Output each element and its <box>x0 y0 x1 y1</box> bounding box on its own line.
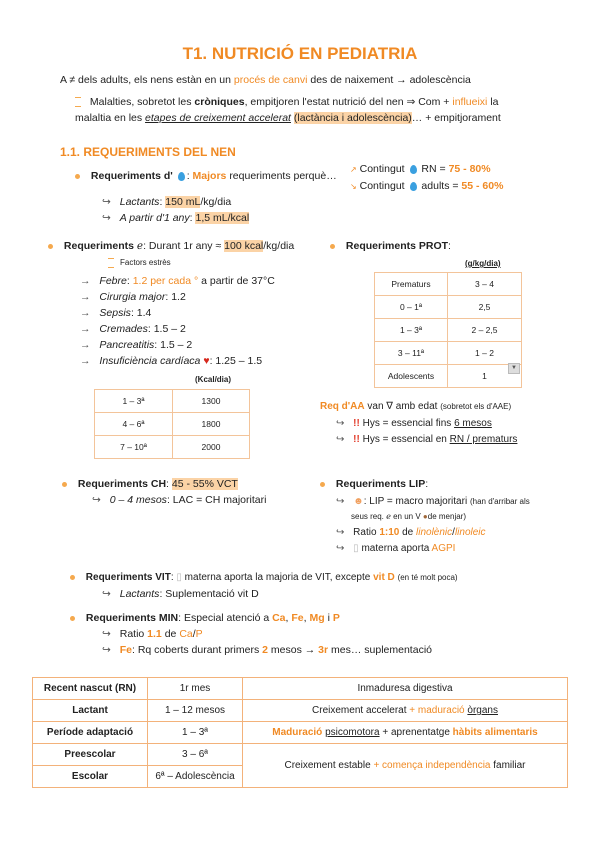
lip2-c: de <box>402 527 414 538</box>
table-row <box>375 296 522 319</box>
chronic-a: Malalties, sobretot les <box>89 96 192 108</box>
hys1-c: 6 mesos <box>454 418 492 429</box>
prot-caption: (g/kg/dia) <box>465 259 501 268</box>
sub-arrow-icon: ↪ <box>102 588 111 600</box>
factor-2-name: Sepsis <box>99 307 131 319</box>
table-row <box>375 319 522 342</box>
min-i: i <box>327 612 330 624</box>
arrow-icon: → <box>80 307 91 319</box>
desc4-b: + comença <box>373 760 423 771</box>
aa-line <box>320 401 511 412</box>
desc3-c: + aprenentatge <box>382 727 450 738</box>
lip2-b: 1:10 <box>379 527 400 538</box>
min-mg: Mg <box>309 612 325 624</box>
energy-sym: ℯ <box>136 240 144 252</box>
factor-4-v1: : 1.5 – 2 <box>154 339 193 351</box>
energy-a: : Durant 1r any ≈ <box>143 240 222 252</box>
sub-arrow-icon: ↪ <box>102 628 111 640</box>
cont2-a: Contingut <box>359 180 405 192</box>
heart-icon: ♥ <box>203 355 210 367</box>
table-cell: 2000 <box>173 436 250 459</box>
energy-label: Requeriments <box>63 240 134 252</box>
hys1-a: !! <box>353 418 360 429</box>
lip1-a: : LIP = macro majoritari <box>363 496 468 507</box>
sub-arrow-icon: ↪ <box>336 418 345 429</box>
min-fe-b: : Rq coberts durant primers <box>132 644 260 656</box>
arrow-icon: → <box>80 275 91 287</box>
arrow-icon: → <box>80 323 91 335</box>
page-title: T1. NUTRICIÓ EN PEDIATRIA <box>182 44 418 63</box>
factor-2-v1: : 1.4 <box>130 307 152 319</box>
stages-table <box>32 677 568 788</box>
min-fe-c: 2 <box>262 644 268 656</box>
ch-colon: : <box>166 478 169 490</box>
energy-sym-icon: ℯ <box>386 512 391 521</box>
hys2-a: !! <box>353 434 360 445</box>
min-ratio <box>102 628 203 640</box>
hys-1 <box>336 418 492 429</box>
min-label: Requeriments MIN <box>85 612 179 624</box>
min-fe-e: 3r <box>318 644 329 656</box>
cont1-b: RN = <box>421 163 446 175</box>
apartir-b: : <box>189 212 196 224</box>
table-row <box>33 700 568 722</box>
vit-d: (en té molt poca) <box>397 573 458 582</box>
water-majors: Majors <box>192 170 227 182</box>
hourglass-icon <box>75 97 81 107</box>
table-cell: 3 – 11ª <box>375 342 448 365</box>
water-drop-icon <box>410 182 417 191</box>
table-cell: 4 – 6ª <box>95 413 173 436</box>
min-p: P <box>332 612 340 624</box>
lip-line-1 <box>336 496 530 507</box>
water-apartir <box>102 212 249 224</box>
ch-label: Requeriments CH <box>77 478 167 490</box>
desc4-d: familiar <box>493 760 526 771</box>
lip2-e: / <box>452 527 455 538</box>
table-cell: Preescolar <box>33 744 148 766</box>
aa-c: (sobretot els d'AAE) <box>440 402 512 411</box>
factor-3 <box>80 323 186 335</box>
factor-0-v1: 1.2 per cada ° <box>132 275 199 287</box>
desc2-a: Creixement accelerat <box>312 705 407 716</box>
factor-5-name: Insuficiència cardíaca <box>99 355 201 367</box>
water-label: Requeriments d' <box>90 170 173 182</box>
water-drop-icon <box>178 172 185 181</box>
sub-arrow-icon: ↪ <box>102 212 111 224</box>
table-cell: Adolescents <box>375 365 448 388</box>
table-cell: 1r mes <box>148 678 243 700</box>
prot-colon: : <box>448 240 451 252</box>
table-cell: 1 – 2 <box>448 342 522 365</box>
table-row <box>33 722 568 744</box>
chronic-b: cròniques <box>194 96 245 108</box>
energy-b: 100 kcal <box>224 240 264 252</box>
min-r-b: 1.1 <box>147 628 162 640</box>
factor-1-v1: : 1.2 <box>165 291 186 303</box>
lip-colon: : <box>425 478 429 490</box>
bullet-icon <box>48 244 53 249</box>
chronic-d: influeixi <box>452 96 488 108</box>
prot-label: Requeriments PROT <box>345 240 449 252</box>
ch-value: 45 - 55% VCT <box>171 478 238 490</box>
table-cell <box>243 744 568 788</box>
prot-last-value: 1 <box>482 371 487 381</box>
lact-d: /kg/dia <box>200 196 232 208</box>
desc2-c: òrgans <box>467 705 498 716</box>
vit-sub-b: : Suplementació vit D <box>159 588 259 600</box>
lip1-d: en un V <box>393 512 421 521</box>
lact-c: 150 mL <box>165 196 201 208</box>
lip2-f: linoleic <box>454 527 486 538</box>
chronic-h: (lactància i adolescència) <box>293 112 412 124</box>
factor-3-v1: : 1.5 – 2 <box>147 323 186 335</box>
bottle-icon: ▯ <box>353 543 359 554</box>
desc3-d: hàbits alimentaris <box>452 727 538 738</box>
min-r-c: de <box>164 628 177 640</box>
min-r-e: / <box>192 628 196 640</box>
factor-0-v2: a partir de 37°C <box>201 275 275 287</box>
table-row <box>375 273 522 296</box>
chronic-line-2 <box>75 112 501 124</box>
arrow-icon: → <box>80 291 91 303</box>
min-r-a: Ratio <box>119 628 145 640</box>
vit-req <box>70 572 458 583</box>
arrow-icon: → <box>80 339 91 351</box>
table-cell: 0 – 1ª <box>375 296 448 319</box>
factor-0-name: Febre <box>99 275 127 287</box>
water-rest: requeriments perquè… <box>229 170 337 182</box>
table-cell: 1800 <box>173 413 250 436</box>
sub-arrow-icon: ↪ <box>102 644 111 656</box>
table-cell <box>243 722 568 744</box>
lip-req <box>320 478 428 490</box>
sub-arrow-icon: ↪ <box>92 494 101 506</box>
factor-3-name: Cremades <box>99 323 148 335</box>
vit-label: Requeriments VIT <box>85 572 171 583</box>
intro-a: A ≠ dels adults, els nens estàn en un <box>60 74 231 86</box>
table-row <box>95 413 250 436</box>
lip2-a: Ratio <box>353 527 377 538</box>
food-icon: ● <box>422 512 428 521</box>
table-cell: 1 – 3ª <box>95 390 173 413</box>
vit-a: : <box>170 572 174 583</box>
chronic-line-1 <box>75 96 499 108</box>
table-cell: Lactant <box>33 700 148 722</box>
ch-sub-b: : LAC = CH majoritari <box>166 494 267 506</box>
table-cell: 2,5 <box>448 296 522 319</box>
factor-2 <box>80 307 151 319</box>
prot-table <box>374 272 522 388</box>
arrow-icon: → <box>80 355 91 367</box>
bullet-icon <box>70 616 75 621</box>
desc4-c: independència <box>425 760 491 771</box>
table-row <box>95 390 250 413</box>
water-req <box>75 170 337 182</box>
table-cell: 3 – 4 <box>448 273 522 296</box>
desc4-a: Creixement estable <box>284 760 371 771</box>
vit-c: vit D <box>373 572 395 583</box>
chronic-e: la <box>490 96 499 108</box>
table-cell: 2 – 2,5 <box>448 319 522 342</box>
factors-title <box>108 258 171 268</box>
sub-arrow-icon: ↪ <box>336 434 345 445</box>
factor-5-v1: : 1.25 – 1.5 <box>209 355 263 367</box>
chronic-g: etapes de creixement accelerat <box>145 112 291 124</box>
lact-b: : <box>159 196 166 208</box>
intro-line <box>60 74 471 86</box>
dropdown-icon[interactable]: ▼ <box>508 363 520 374</box>
chronic-c: , empitjoren l'estat nutrició del nen ⇒ Com + <box>244 96 450 108</box>
lip1-e: de menjar) <box>427 512 467 521</box>
vit-sub-a: Lactants <box>119 588 160 600</box>
energy-c: /kg/dia <box>263 240 295 252</box>
ch-sub-a: 0 – 4 mesos <box>109 494 167 506</box>
apartir-c: 1,5 mL/kcal <box>195 212 250 224</box>
cont2-b: adults = <box>421 180 459 192</box>
table-cell: 1 – 3ª <box>148 722 243 744</box>
table-cell <box>243 700 568 722</box>
bullet-icon <box>62 482 67 487</box>
table-row <box>375 365 522 388</box>
min-fe <box>102 644 432 656</box>
table-cell: 3 – 6ª <box>148 744 243 766</box>
contingut-rn <box>350 163 491 175</box>
table-cell: Prematurs <box>375 273 448 296</box>
vit-b: materna aporta la majoria de VIT, excepte <box>184 572 371 583</box>
water-colon: : <box>186 170 190 182</box>
table-row <box>375 342 522 365</box>
lip-label: Requeriments LIP <box>335 478 426 490</box>
table-cell: 7 – 10ª <box>95 436 173 459</box>
min-ca: Ca <box>272 612 286 624</box>
baby-icon: ☻ <box>353 496 364 507</box>
cont1-c: 75 - 80% <box>448 163 491 175</box>
contingut-adults <box>350 180 503 192</box>
cont2-c: 55 - 60% <box>461 180 504 192</box>
ch-sub <box>92 494 266 506</box>
table-cell: Recent nascut (RN) <box>33 678 148 700</box>
lip-line-3 <box>336 543 455 554</box>
table-cell: 1 – 3ª <box>375 319 448 342</box>
table-row <box>33 678 568 700</box>
desc3-a: Maduració <box>272 727 323 738</box>
factor-1 <box>80 291 186 303</box>
sub-arrow-icon: ↪ <box>336 527 345 538</box>
water-drop-icon <box>410 165 417 174</box>
aa-b: van ∇ amb edat <box>367 401 438 412</box>
desc3-b: psicomotora <box>325 727 380 738</box>
intro-c: des de naixement → adolescència <box>310 74 471 86</box>
hys2-b: Hys = essencial en <box>362 434 447 445</box>
water-lactants <box>102 196 231 208</box>
min-r-d: Ca <box>179 628 193 640</box>
cont1-a: Contingut <box>359 163 405 175</box>
table-row <box>95 436 250 459</box>
sub-arrow-icon: ↪ <box>336 543 345 554</box>
sub-arrow-icon: ↪ <box>336 496 345 507</box>
bullet-icon <box>320 482 325 487</box>
intro-b: procés de canvi <box>233 74 308 86</box>
lip1-b: (han d'arribar als <box>469 497 530 506</box>
sub-arrow-icon: ↪ <box>102 196 111 208</box>
table-cell: Escolar <box>33 766 148 788</box>
table-cell: 1 – 12 mesos <box>148 700 243 722</box>
lip3-a: materna aporta <box>361 543 430 554</box>
chronic-i: … + empitjorament <box>411 112 501 124</box>
vit-sub <box>102 588 259 600</box>
section-title: 1.1. REQUERIMENTS DEL NEN <box>60 145 236 159</box>
bullet-icon <box>330 244 335 249</box>
lip3-b: AGPI <box>431 543 456 554</box>
min-fe-a: Fe <box>119 644 132 656</box>
factor-4 <box>80 339 192 351</box>
lip1-c: seus req. <box>351 512 384 521</box>
hys1-b: Hys = essencial fins <box>362 418 452 429</box>
energy-req <box>48 240 294 252</box>
arrow-down-icon: ↘ <box>350 182 357 191</box>
factors-label: Factors estrès <box>120 258 171 268</box>
hys-2 <box>336 434 517 445</box>
desc2-b: + maduració <box>409 705 465 716</box>
min-req: Requeriments MIN: Especial atenció a Ca, Fe, Mg i P <box>70 612 340 624</box>
chronic-f: malaltia en les <box>75 112 143 124</box>
kcal-caption: (Kcal/dia) <box>195 375 232 384</box>
factor-4-name: Pancreatitis <box>99 339 155 351</box>
ch-req <box>62 478 238 490</box>
factor-1-name: Cirurgia major <box>99 291 166 303</box>
min-fe-f: mes… suplementació <box>331 644 432 656</box>
aa-a: Req d'AA <box>320 401 365 412</box>
factor-0: → Febre: 1.2 per cada ° a partir de 37°C <box>80 275 275 287</box>
bullet-icon <box>75 174 80 179</box>
table-cell: 6ª – Adolescència <box>148 766 243 788</box>
table-row <box>33 744 568 766</box>
bottle-icon: ▯ <box>176 572 182 583</box>
lact-a: Lactants <box>119 196 160 208</box>
lip2-d: linolènic <box>416 527 453 538</box>
factor-5 <box>80 355 262 367</box>
arrow-up-icon: ↗ <box>350 165 357 174</box>
energy-table <box>94 389 250 459</box>
hys2-c: RN / prematurs <box>449 434 518 445</box>
min-fe-d: mesos → <box>270 644 316 656</box>
hourglass-icon <box>108 258 114 268</box>
table-cell: 1300 <box>173 390 250 413</box>
table-cell: Inmaduresa digestiva <box>243 678 568 700</box>
lip-line-1b <box>351 512 466 521</box>
table-cell: Període adaptació <box>33 722 148 744</box>
lip-line-2 <box>336 527 486 538</box>
bullet-icon <box>70 575 75 580</box>
min-a: : Especial atenció a <box>178 612 270 624</box>
min-r-f: P <box>195 628 203 640</box>
apartir-a: A partir d'1 any <box>119 212 190 224</box>
prot-req <box>330 240 451 252</box>
min-fe: Fe <box>291 612 304 624</box>
